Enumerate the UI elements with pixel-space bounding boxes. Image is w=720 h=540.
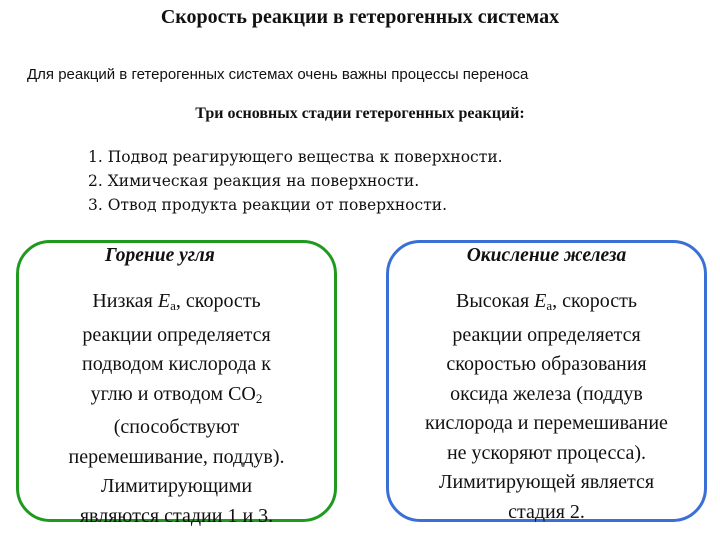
subtitle: Для реакций в гетерогенных системах очень важны процессы переноса bbox=[27, 66, 529, 83]
text-fragment: Низкая bbox=[92, 290, 158, 312]
stages-heading: Три основных стадии гетерогенных реакций: bbox=[195, 105, 525, 122]
text-line: не ускоряют процесса). bbox=[446, 441, 647, 464]
text-line bbox=[19, 380, 334, 414]
text-line: стадия 2. bbox=[508, 500, 585, 523]
text-line: реакции определяется bbox=[82, 323, 271, 346]
iron-oxidation-title: Окисление железа bbox=[466, 245, 627, 266]
text-line: (способствуют bbox=[113, 416, 240, 438]
text-line bbox=[19, 287, 334, 321]
activation-energy-symbol: E bbox=[157, 290, 171, 312]
page-title: Скорость реакции в гетерогенных системах bbox=[160, 6, 560, 28]
text-line: перемешивание, поддув). bbox=[68, 445, 285, 468]
stage-item-3: 3. Отвод продукта реакции от поверхности. bbox=[88, 196, 448, 214]
coal-combustion-title: Горение угля bbox=[105, 245, 215, 266]
text-line: являются стадии 1 и 3. bbox=[79, 504, 274, 527]
coal-combustion-text bbox=[19, 287, 334, 531]
stages-list bbox=[88, 145, 503, 217]
text-line: подводом кислорода к bbox=[82, 353, 271, 375]
text-line: оксида железа (поддув bbox=[450, 382, 643, 405]
text-fragment: , скорость bbox=[552, 290, 637, 312]
activation-energy-symbol: E bbox=[534, 290, 547, 312]
text-line: скоростью образования bbox=[446, 353, 647, 375]
text-line: Лимитирующей является bbox=[438, 471, 655, 493]
text-line: реакции определяется bbox=[452, 323, 641, 346]
text-fragment: Высокая bbox=[456, 290, 535, 312]
stage-item-2: 2. Химическая реакция на поверхности. bbox=[88, 172, 420, 190]
text-fragment: , скорость bbox=[175, 290, 261, 312]
text-line: кислорода и перемешивание bbox=[425, 412, 668, 434]
iron-oxidation-box bbox=[386, 240, 707, 522]
subscript: a bbox=[546, 298, 553, 313]
text-fragment: углю и отводом CO bbox=[90, 382, 256, 405]
coal-combustion-box bbox=[16, 240, 337, 527]
text-line bbox=[389, 287, 704, 321]
subscript: a bbox=[170, 298, 176, 313]
iron-oxidation-text bbox=[389, 287, 704, 527]
subscript: 2 bbox=[255, 390, 263, 406]
stage-item-1: 1. Подвод реагирующего вещества к поверхности. bbox=[88, 148, 503, 166]
text-line: Лимитирующими bbox=[100, 475, 253, 497]
